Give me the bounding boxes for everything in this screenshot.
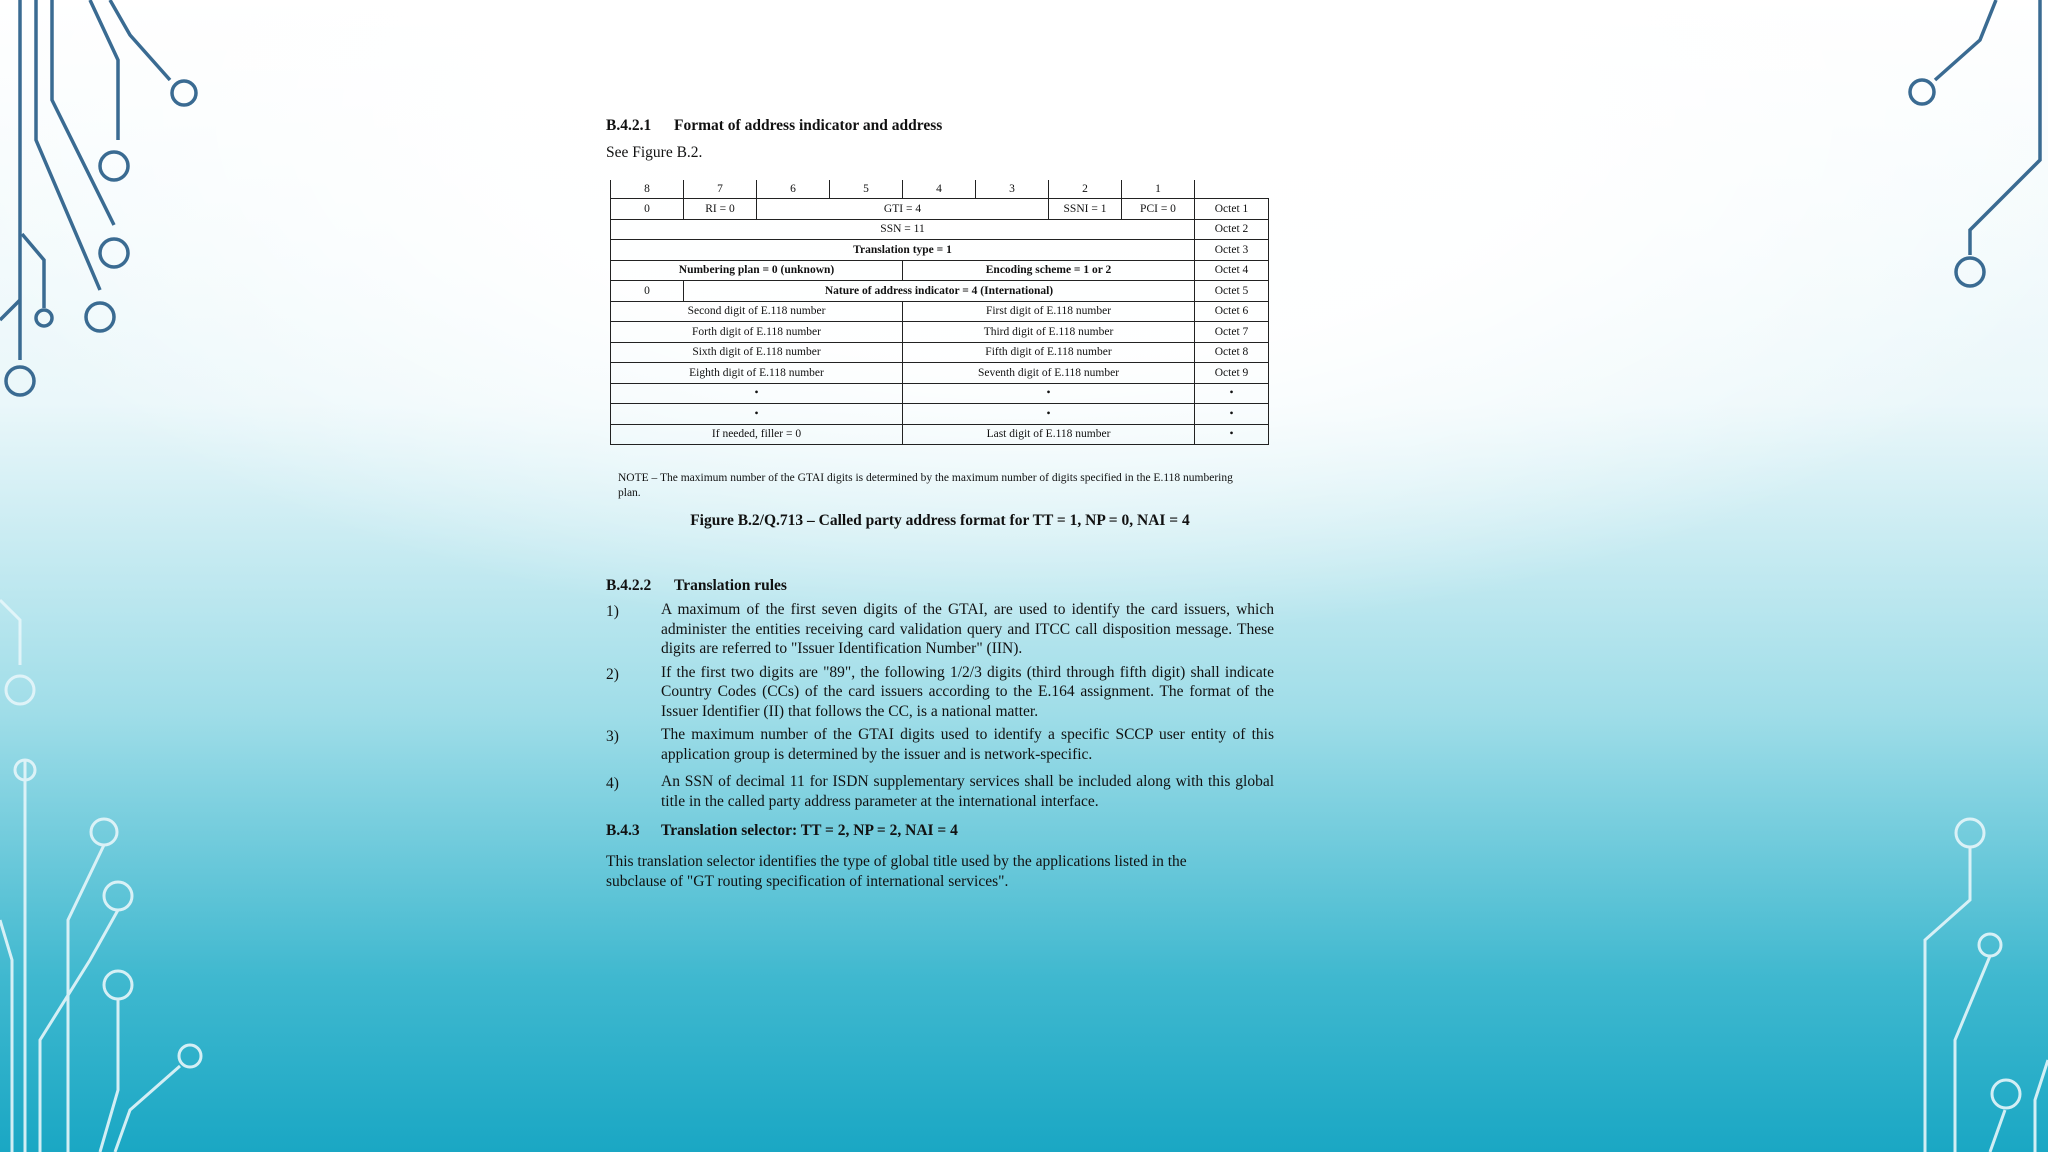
- octet-label: •: [1195, 424, 1269, 445]
- section-number: B.4.2.2: [606, 577, 652, 594]
- blank-cell: [1195, 180, 1269, 199]
- cell-last-digit: Last digit of E.118 number: [903, 424, 1195, 445]
- octet-label: Octet 9: [1195, 363, 1269, 384]
- section-title: Format of address indicator and address: [674, 117, 943, 134]
- bit-4: 4: [903, 180, 976, 199]
- octet-label: Octet 7: [1195, 322, 1269, 343]
- cell-ellipsis: •: [611, 383, 903, 404]
- table-row: [611, 383, 1269, 404]
- bit-8: 8: [611, 180, 684, 199]
- cell-ellipsis: •: [611, 404, 903, 425]
- cell-digit-right: Fifth digit of E.118 number: [903, 342, 1195, 363]
- cell-ellipsis: •: [903, 383, 1195, 404]
- cell-digit-right: First digit of E.118 number: [903, 301, 1195, 322]
- cell-ssni: SSNI = 1: [1049, 199, 1122, 220]
- rule-text: A maximum of the first seven digits of the GTAI, are used to identify the card issuers, which administer the entities receiving card validation query and ITCC call disposition message. These digits are referred to "Issuer Identification Number" (IIN).: [661, 601, 1274, 657]
- table-row: [611, 322, 1269, 343]
- bit-7: 7: [684, 180, 757, 199]
- list-item: [606, 600, 1274, 659]
- address-format-table: [610, 180, 1269, 445]
- octet-label: Octet 5: [1195, 281, 1269, 302]
- rule-number: 2): [606, 665, 619, 683]
- figure-note: NOTE – The maximum number of the GTAI digits is determined by the maximum number of digits specified in the E.118 numbering plan.: [618, 472, 1233, 499]
- section-number: B.4.3: [606, 822, 640, 839]
- rule-number: 4): [606, 775, 619, 792]
- cell-gti: GTI = 4: [757, 199, 1049, 220]
- translation-rules-list: [606, 600, 1274, 815]
- cell-digit-right: Seventh digit of E.118 number: [903, 363, 1195, 384]
- figure-caption: Figure B.2/Q.713 – Called party address format for TT = 1, NP = 0, NAI = 4: [690, 512, 1190, 529]
- octet-label: Octet 6: [1195, 301, 1269, 322]
- cell-translation-type: Translation type = 1: [611, 240, 1195, 261]
- table-row: [611, 219, 1269, 240]
- bit-number-row: [611, 180, 1269, 199]
- table-row: [611, 199, 1269, 220]
- bit-3: 3: [976, 180, 1049, 199]
- cell-bit8: 0: [611, 199, 684, 220]
- cell-ri: RI = 0: [684, 199, 757, 220]
- rule-number: 3): [606, 728, 619, 745]
- translation-selector-section: [606, 822, 1274, 891]
- table-row: [611, 363, 1269, 384]
- bit-5: 5: [830, 180, 903, 199]
- octet-label: Octet 4: [1195, 260, 1269, 281]
- table-row: [611, 260, 1269, 281]
- octet-label: Octet 3: [1195, 240, 1269, 261]
- table-row: [611, 281, 1269, 302]
- table-row: [611, 424, 1269, 445]
- section-title: Translation selector: TT = 2, NP = 2, NAI = 4: [661, 822, 958, 839]
- list-item: [606, 663, 1274, 722]
- list-item: [606, 772, 1274, 811]
- cell-pci: PCI = 0: [1122, 199, 1195, 220]
- table-row: [611, 301, 1269, 322]
- section-heading-b4-2-1: [606, 117, 942, 135]
- bit-6: 6: [757, 180, 830, 199]
- rule-text: The maximum number of the GTAI digits used to identify a specific SCCP user entity of this application group is determined by the issuer and is network-specific.: [661, 726, 1274, 763]
- cell-digit-left: Eighth digit of E.118 number: [611, 363, 903, 384]
- octet-label: Octet 2: [1195, 219, 1269, 240]
- selector-description: This translation selector identifies the type of global title used by the applications listed in the subclause of "GT routing specification of international services".: [606, 853, 1187, 890]
- section-title: Translation rules: [674, 577, 787, 594]
- cell-encoding-scheme: Encoding scheme = 1 or 2: [903, 260, 1195, 281]
- bit-1: 1: [1122, 180, 1195, 199]
- cell-digit-left: Forth digit of E.118 number: [611, 322, 903, 343]
- octet-label: Octet 1: [1195, 199, 1269, 220]
- see-figure-text: See Figure B.2.: [606, 144, 703, 161]
- cell-filler: If needed, filler = 0: [611, 424, 903, 445]
- table-row: [611, 240, 1269, 261]
- octet-label: •: [1195, 383, 1269, 404]
- cell-ellipsis: •: [903, 404, 1195, 425]
- rule-text: If the first two digits are "89", the following 1/2/3 digits (third through fifth digit) shall indicate Country Codes (CCs) of the card issuers according to the E.164 assignment. The format of the Issuer Identifier (II) that follows the CC, is a national matter.: [661, 663, 1274, 720]
- cell-bit8: 0: [611, 281, 684, 302]
- section-heading-b4-2-2: [606, 577, 787, 595]
- cell-nature-of-address: Nature of address indicator = 4 (International): [684, 281, 1195, 302]
- cell-ssn: SSN = 11: [611, 219, 1195, 240]
- cell-digit-left: Second digit of E.118 number: [611, 301, 903, 322]
- rule-number: 1): [606, 603, 619, 620]
- list-item: [606, 725, 1274, 764]
- cell-digit-right: Third digit of E.118 number: [903, 322, 1195, 343]
- rule-text: An SSN of decimal 11 for ISDN supplementary services shall be included along with this global title in the called party address parameter at the international interface.: [661, 773, 1274, 810]
- cell-numbering-plan: Numbering plan = 0 (unknown): [611, 260, 903, 281]
- section-heading-b4-3: [606, 822, 1274, 840]
- table-row: [611, 342, 1269, 363]
- cell-digit-left: Sixth digit of E.118 number: [611, 342, 903, 363]
- bit-2: 2: [1049, 180, 1122, 199]
- octet-label: •: [1195, 404, 1269, 425]
- section-number: B.4.2.1: [606, 117, 652, 134]
- table-row: [611, 404, 1269, 425]
- octet-label: Octet 8: [1195, 342, 1269, 363]
